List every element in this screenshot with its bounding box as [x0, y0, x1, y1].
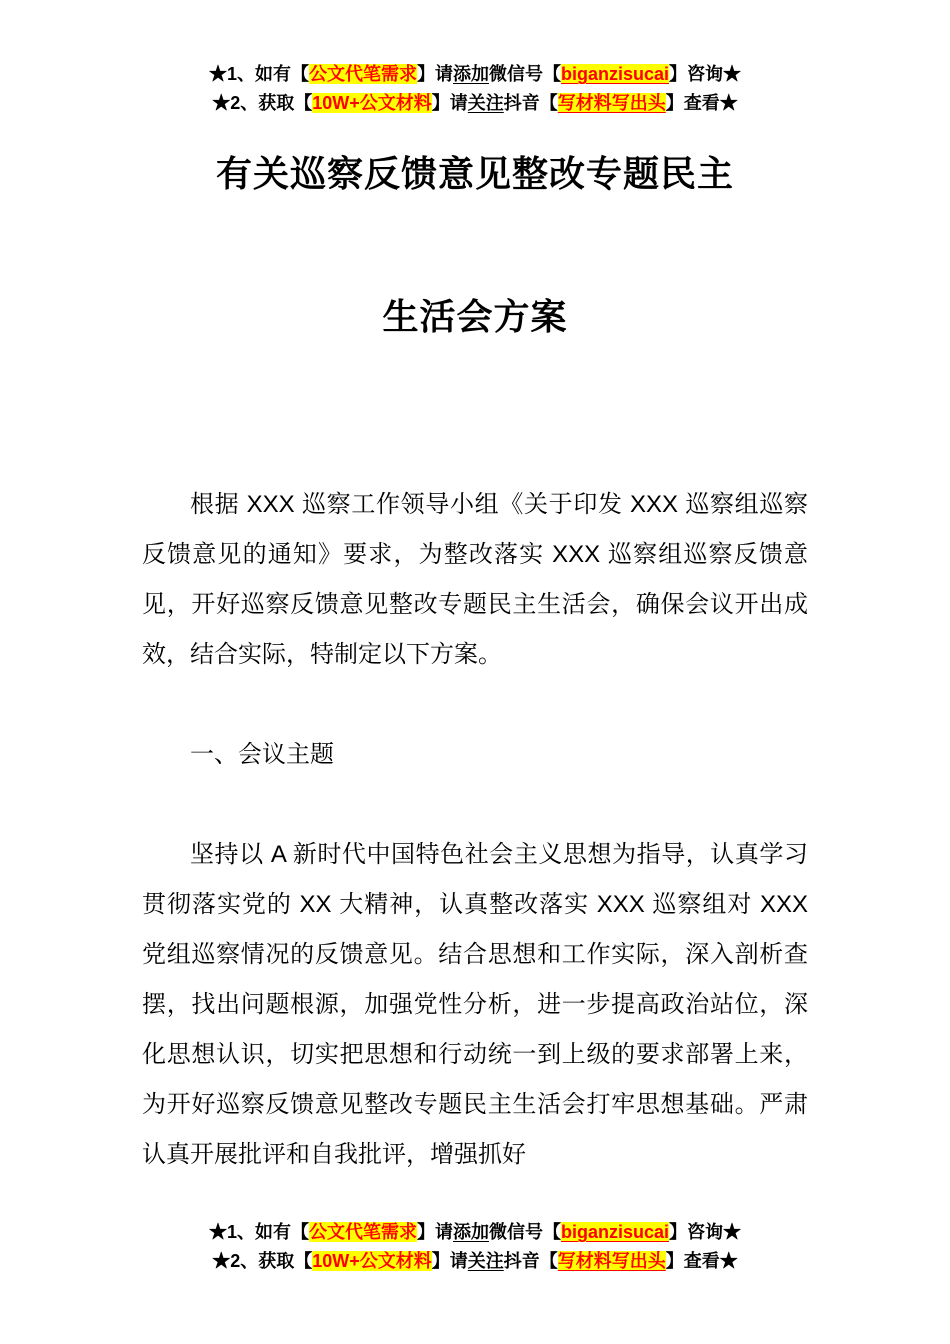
- promo1-suffix: 】咨询★: [669, 1222, 742, 1242]
- promo1-highlight-wechat-id: biganzisucai: [560, 1222, 670, 1242]
- promo1-mid2: 微信号【: [488, 64, 561, 84]
- promo2-underline-follow: 关注: [467, 93, 504, 113]
- promo1-suffix: 】咨询★: [669, 64, 742, 84]
- promo2-prefix: ★2、获取【: [212, 1251, 313, 1271]
- paragraph-intro: 根据 XXX 巡察工作领导小组《关于印发 XXX 巡察组巡察反馈意见的通知》要求，为整改落实 XXX 巡察组巡察反馈意见，开好巡察反馈意见整改专题民主生活会，确保会议开出成效，结合实际，特制定以下方案。: [142, 491, 808, 668]
- promo2-highlight-materials: 10W+公文材料: [312, 93, 432, 113]
- document-title: [140, 148, 810, 343]
- footer-promo: [0, 1218, 950, 1276]
- promo2-highlight-douyin-id: 写材料写出头: [557, 1251, 666, 1271]
- section-heading-1: 一、会议主题: [190, 741, 334, 768]
- promo1-mid2: 微信号【: [488, 1222, 561, 1242]
- promo2-mid1: 】请: [431, 1251, 468, 1271]
- promo2-highlight-douyin-id: 写材料写出头: [557, 93, 666, 113]
- title-line-1: 有关巡察反馈意见整改专题民主: [215, 153, 734, 194]
- promo2-prefix: ★2、获取【: [212, 93, 313, 113]
- document-body: [142, 480, 808, 1180]
- promo1-highlight-service: 公文代笔需求: [308, 64, 417, 84]
- promo2-highlight-materials: 10W+公文材料: [312, 1251, 432, 1271]
- promo1-highlight-service: 公文代笔需求: [308, 1222, 417, 1242]
- promo1-mid1: 】请: [416, 64, 453, 84]
- promo2-suffix: 】查看★: [665, 93, 738, 113]
- promo1-mid1: 】请: [416, 1222, 453, 1242]
- title-line-2: 生活会方案: [382, 296, 568, 337]
- promo2-mid2: 抖音【: [503, 1251, 558, 1271]
- header-promo: [0, 60, 950, 118]
- promo1-underline-add: 添加: [452, 1222, 489, 1242]
- promo1-prefix: ★1、如有【: [208, 1222, 309, 1242]
- promo1-underline-add: 添加: [452, 64, 489, 84]
- header-promo-line-2: [0, 89, 950, 118]
- footer-promo-line-1: [0, 1218, 950, 1247]
- promo2-underline-follow: 关注: [467, 1251, 504, 1271]
- promo2-suffix: 】查看★: [665, 1251, 738, 1271]
- header-promo-line-1: [0, 60, 950, 89]
- promo1-highlight-wechat-id: biganzisucai: [560, 64, 670, 84]
- promo1-prefix: ★1、如有【: [208, 64, 309, 84]
- footer-promo-line-2: [0, 1247, 950, 1276]
- paragraph-meeting-theme: 坚持以 A 新时代中国特色社会主义思想为指导，认真学习贯彻落实党的 XX 大精神，认真整改落实 XXX 巡察组对 XXX 党组巡察情况的反馈意见。结合思想和工作实际，深入剖析查摆，找出问题根源，加强党性分析，进一步提高政治站位，深化思想认识，切实把思想和行动统一到上级的要求部署上来，为开好巡察反馈意见整改专题民主生活会打牢思想基础。严肃认真开展批评和自我批评，增强抓好: [142, 841, 808, 1168]
- promo2-mid2: 抖音【: [503, 93, 558, 113]
- promo2-mid1: 】请: [431, 93, 468, 113]
